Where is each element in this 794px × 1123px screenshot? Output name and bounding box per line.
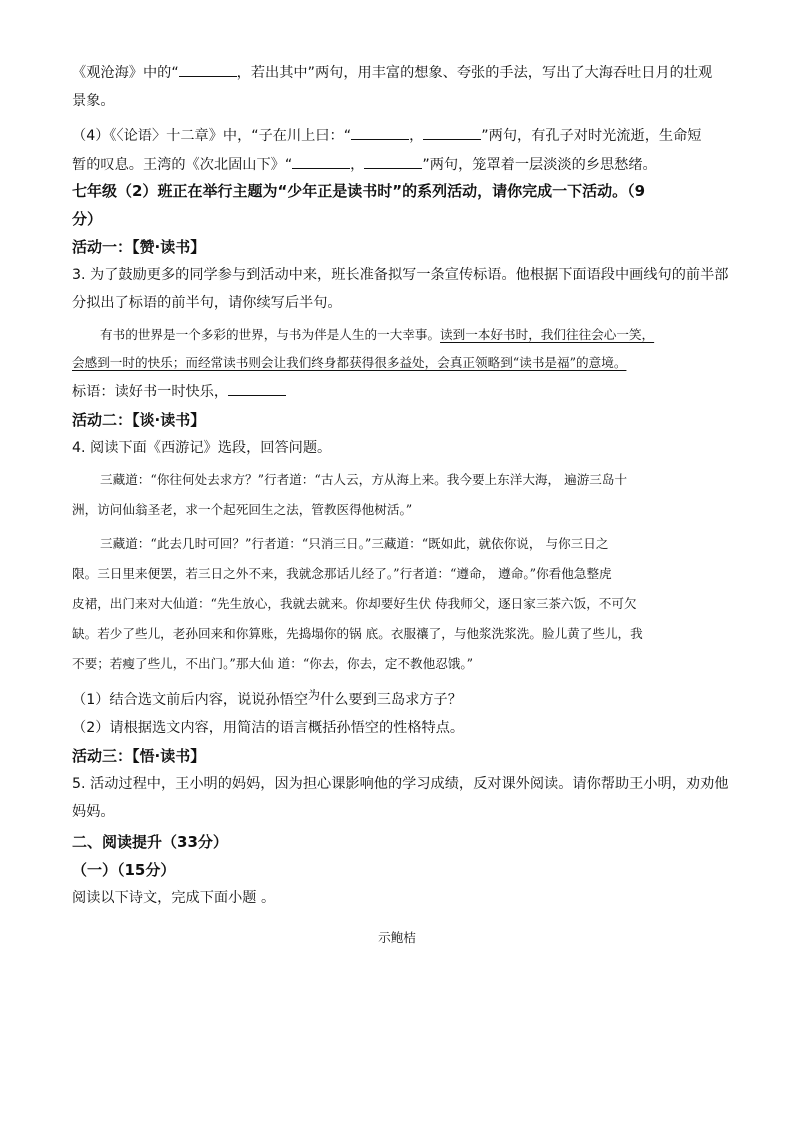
text: 三藏道：“此去几时可回？”行者道：“只消三日。”三藏道：“既如此，就依你说， 与你三日之: [100, 536, 609, 551]
text: 分拟出了标语的前半句，请你续写后半句。: [72, 295, 342, 311]
text: （2）请根据选文内容，用简洁的语言概括孙悟空的性格特点。: [72, 720, 465, 736]
text: 暂的叹息。王湾的《次北固山下》“: [72, 157, 293, 173]
q3-slogan: [72, 381, 722, 402]
q5-line-1: [72, 774, 729, 794]
text: 5. 活动过程中，王小明的妈妈，因为担心课影响他的学习成绩，反对课外阅读。请你帮助王小明，劝劝他: [72, 776, 729, 792]
activity-2-title: [72, 410, 722, 430]
answer-blank[interactable]: [423, 125, 481, 140]
q4-passage-1-line-2: [72, 500, 722, 520]
text: 示鲍桔: [378, 930, 416, 945]
text: 《观沧海》中的“: [72, 65, 179, 81]
q4-subquestion-2: [72, 718, 722, 738]
q3-line-1: [72, 265, 729, 285]
q5-line-2: [72, 802, 722, 822]
text: 三藏道：“你往何处去求方？”行者道：“古人云，方从海上来。我今要上东洋大海， 遍游三岛十: [100, 472, 628, 487]
text: 限。三日里来便罢，若三日之外不来，我就念那话儿经了。”行者道：“遵命， 遵命。”你看他急整虎: [72, 566, 612, 581]
q4-passage-1-line-1: [72, 470, 722, 490]
answer-blank[interactable]: [292, 154, 350, 169]
text: 3. 为了鼓励更多的同学参与到活动中来，班长准备拟写一条宣传标语。他根据下面语段中画线句的前半部: [72, 267, 729, 283]
q2-line-2: [72, 91, 722, 111]
text: （1）结合选文前后内容，说说孙悟空: [72, 692, 309, 708]
poem-title: [72, 928, 722, 948]
text: 洲，访问仙翁圣老，求一个起死回生之法，管教医得他树活。”: [72, 502, 413, 517]
text: （4）《〈论语〉十二章》中，“子在川上曰：“: [72, 128, 352, 144]
q2-line-3: [72, 125, 722, 146]
text: 皮裙，出门来对大仙道：“先生放心，我就去就来。你却要好生伏 侍我师父，逐日家三茶六饭，不可欠: [72, 596, 637, 611]
q3-quote-line-2: [72, 353, 722, 373]
text: 阅读以下诗文，完成下面小题 。: [72, 890, 276, 906]
text: 4. 阅读下面《西游记》选段，回答问题。: [72, 440, 332, 456]
text: ，: [350, 157, 365, 173]
answer-blank[interactable]: [179, 62, 237, 77]
text: 活动二：【谈·读书】: [72, 411, 206, 429]
text: 缺。若少了些儿，老孙回来和你算账，先捣塌你的锅 底。衣服禳了，与他浆洗浆洗。脸儿黄了些儿，我: [72, 626, 643, 641]
text: ”两句，笼罩着一层淡淡的乡思愁绪。: [422, 157, 657, 173]
text: 二、阅读提升（33分）: [72, 833, 228, 851]
q4-passage-2-line-3: [72, 594, 722, 614]
activity-3-title: [72, 746, 722, 766]
activity-1-title: [72, 237, 722, 257]
section-2-instruction: [72, 888, 722, 908]
q4-passage-2-line-4: [72, 624, 722, 644]
text: 什么要到三岛求方子？: [320, 692, 462, 708]
text: ”两句，有孔子对时光流逝，生命短: [481, 128, 702, 144]
text: 妈妈。: [72, 804, 115, 820]
text: 标语：读好书一时快乐，: [72, 384, 229, 400]
text: 为: [308, 688, 321, 702]
section-2-title: [72, 832, 722, 852]
text: 活动一：【赞·读书】: [72, 238, 206, 256]
q4-passage-2-line-5: [72, 654, 722, 674]
text: 分）: [72, 210, 103, 228]
section-2-subtitle: [72, 860, 722, 880]
text: 活动三：【悟·读书】: [72, 747, 206, 765]
text: ，: [409, 128, 424, 144]
q3-line-2: [72, 293, 722, 313]
answer-blank[interactable]: [351, 125, 409, 140]
activity-intro-line-2: [72, 209, 722, 229]
text: 七年级（2）班正在举行主题为“少年正是读书时”的系列活动，请你完成一下活动。（9: [72, 182, 646, 200]
text: 景象。: [72, 93, 115, 109]
q2-line-1: [72, 62, 722, 83]
document-page: [72, 62, 729, 945]
text: ，若出其中”两句，用丰富的想象、夸张的手法，写出了大海吞吐日月的壮观: [236, 65, 713, 81]
answer-blank[interactable]: [228, 381, 286, 396]
q4-passage-2-line-1: [72, 534, 722, 554]
underlined-text: 读到一本好书时，我们往往会心一笑，: [440, 327, 655, 342]
q4-passage-2-line-2: [72, 564, 722, 584]
q4-subquestion-1: [72, 690, 722, 710]
activity-intro-line-1: [72, 181, 722, 201]
q2-line-4: [72, 154, 722, 175]
underlined-text: 会感到一时的快乐；而经常读书则会让我们终身都获得很多益处，会真正领略到“读书是福”的意境。: [72, 355, 627, 370]
text: 不要；若瘦了些儿，不出门。”那大仙 道：“你去，你去，定不教他忍饿。”: [72, 656, 474, 671]
q4-line-1: [72, 438, 722, 458]
answer-blank[interactable]: [364, 154, 422, 169]
q3-quote-line-1: [72, 325, 722, 345]
text: （一）（15分）: [72, 861, 176, 879]
text: 有书的世界是一个多彩的世界，与书为伴是人生的一大幸事。: [100, 327, 441, 342]
